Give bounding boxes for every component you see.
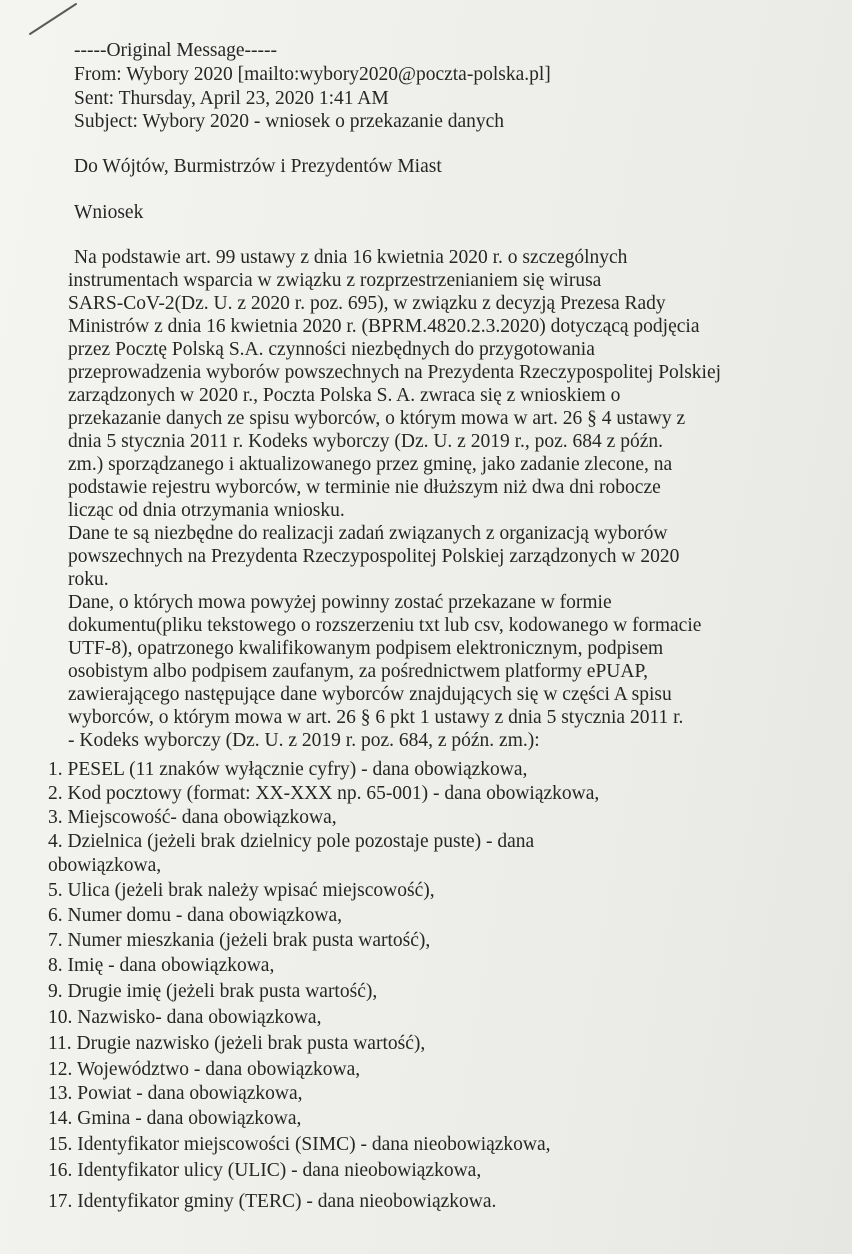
paragraph-2-line: roku. (68, 569, 109, 590)
paragraph-1-line: przekazanie danych ze spisu wyborców, o którym mowa w art. 26 § 4 ustawy z (68, 408, 686, 429)
paragraph-1-line: Ministrów z dnia 16 kwietnia 2020 r. (BPRM.4820.2.3.2020) dotyczącą podjęcia (68, 316, 700, 337)
paragraph-1-line: zm.) sporządzanego i aktualizowanego przez gminę, jako zadanie zlecone, na (68, 454, 673, 475)
list-item: 12. Województwo - dana obowiązkowa, (48, 1059, 361, 1080)
paragraph-1-line: dnia 5 stycznia 2011 r. Kodeks wyborczy (Dz. U. z 2019 r., poz. 684 z późn. (68, 431, 663, 452)
list-item: 9. Drugie imię (jeżeli brak pusta wartość), (48, 981, 378, 1002)
header-sent: Sent: Thursday, April 23, 2020 1:41 AM (74, 88, 389, 109)
list-item: 11. Drugie nazwisko (jeżeli brak pusta wartość), (48, 1033, 426, 1054)
list-item: 14. Gmina - dana obowiązkowa, (48, 1108, 302, 1129)
paragraph-1-line: podstawie rejestru wyborców, w terminie nie dłuższym niż dwa dni robocze (68, 477, 661, 498)
paragraph-1-line: SARS-CoV-2(Dz. U. z 2020 r. poz. 695), w związku z decyzją Prezesa Rady (68, 293, 666, 314)
paragraph-3-line: Dane, o których mowa powyżej powinny zostać przekazane w formie (68, 592, 612, 613)
list-item: 16. Identyfikator ulicy (ULIC) - dana nieobowiązkowa, (48, 1160, 482, 1181)
paragraph-3-line: osobistym albo podpisem zaufanym, za pośrednictwem platformy ePUAP, (68, 661, 649, 682)
header-from: From: Wybory 2020 [mailto:wybory2020@poczta-polska.pl] (74, 64, 551, 85)
addressee: Do Wójtów, Burmistrzów i Prezydentów Miast (74, 156, 442, 177)
paragraph-3-line: - Kodeks wyborczy (Dz. U. z 2019 r. poz. 684, z późn. zm.): (68, 730, 540, 751)
paragraph-1-line: przeprowadzenia wyborów powszechnych na Prezydenta Rzeczypospolitej Polskiej (68, 362, 722, 383)
header-original-message: -----Original Message----- (74, 40, 278, 61)
paragraph-2-line: powszechnych na Prezydenta Rzeczypospolitej Polskiej zarządzonych w 2020 (68, 546, 680, 567)
list-item: 15. Identyfikator miejscowości (SIMC) - dana nieobowiązkowa, (48, 1134, 551, 1155)
list-item: 6. Numer domu - dana obowiązkowa, (48, 905, 343, 926)
list-item: 1. PESEL (11 znaków wyłącznie cyfry) - dana obowiązkowa, (48, 759, 528, 780)
list-item: obowiązkowa, (48, 855, 162, 876)
list-item: 4. Dzielnica (jeżeli brak dzielnicy pole pozostaje puste) - dana (48, 831, 535, 852)
paragraph-1-line: instrumentach wsparcia w związku z rozprzestrzenianiem się wirusa (68, 270, 602, 291)
paragraph-1-line: przez Pocztę Polską S.A. czynności niezbędnych do przygotowania (68, 339, 595, 360)
paragraph-1-line: Na podstawie art. 99 ustawy z dnia 16 kwietnia 2020 r. o szczególnych (74, 247, 628, 268)
list-item: 5. Ulica (jeżeli brak należy wpisać miejscowość), (48, 880, 435, 901)
paragraph-1-line: zarządzonych w 2020 r., Poczta Polska S. A. zwraca się z wnioskiem o (68, 385, 621, 406)
paragraph-1-line: licząc od dnia otrzymania wniosku. (68, 500, 345, 521)
paragraph-3-line: zawierającego następujące dane wyborców znajdujących się w części A spisu (68, 684, 672, 705)
list-item: 7. Numer mieszkania (jeżeli brak pusta wartość), (48, 930, 431, 951)
list-item: 2. Kod pocztowy (format: XX-XXX np. 65-001) - dana obowiązkowa, (48, 783, 600, 804)
list-item: 13. Powiat - dana obowiązkowa, (48, 1083, 303, 1104)
paragraph-3-line: UTF-8), opatrzonego kwalifikowanym podpisem elektronicznym, podpisem (68, 638, 664, 659)
list-item: 3. Miejscowość- dana obowiązkowa, (48, 807, 337, 828)
list-item: 10. Nazwisko- dana obowiązkowa, (48, 1007, 322, 1028)
paragraph-3-line: wyborców, o którym mowa w art. 26 § 6 pkt 1 ustawy z dnia 5 stycznia 2011 r. (68, 707, 684, 728)
header-subject: Subject: Wybory 2020 - wniosek o przekazanie danych (74, 111, 505, 132)
paragraph-3-line: dokumentu(pliku tekstowego o rozszerzeniu txt lub csv, kodowanego w formacie (68, 615, 702, 636)
paragraph-2-line: Dane te są niezbędne do realizacji zadań związanych z organizacją wyborów (68, 523, 668, 544)
pen-stroke-mark (28, 0, 80, 36)
document-title: Wniosek (74, 202, 144, 223)
list-item: 17. Identyfikator gminy (TERC) - dana nieobowiązkowa. (48, 1191, 497, 1212)
list-item: 8. Imię - dana obowiązkowa, (48, 955, 275, 976)
